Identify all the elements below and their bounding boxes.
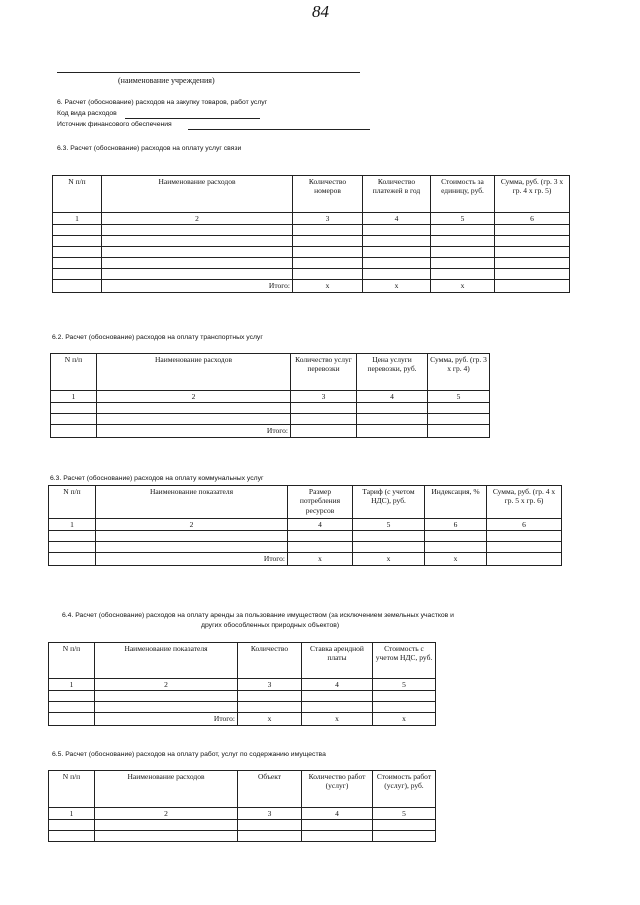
- s2-colnum: 1: [51, 391, 97, 403]
- s3-header-cell: Наименование показателя: [96, 486, 288, 519]
- s5-colnum: 5: [373, 808, 436, 820]
- s1-colnum: 5: [431, 213, 495, 225]
- s5-header-cell: Стоимость работ (услуг), руб.: [373, 771, 436, 808]
- s5-header-cell: Наименование расходов: [95, 771, 238, 808]
- s3-colnum: 4: [288, 519, 353, 531]
- s5-header-cell: N п/п: [49, 771, 95, 808]
- s3-header-cell: Размер потребления ресурсов: [288, 486, 353, 519]
- section-title: 6. Расчет (обоснование) расходов на закупку товаров, работ услуг: [57, 99, 268, 106]
- s1-colnum: 4: [363, 213, 431, 225]
- s4-header-cell: N п/п: [49, 643, 95, 679]
- s3-colnum: 6: [425, 519, 487, 531]
- s2-colnum: 3: [291, 391, 357, 403]
- s4-total-mark: x: [302, 713, 373, 725]
- s2-total-label: Итого:: [97, 425, 291, 437]
- expense-type-label: Код вида расходов: [57, 110, 117, 117]
- s1-colnum: 3: [293, 213, 363, 225]
- s4-colnum: 4: [302, 679, 373, 691]
- s1-total-mark: x: [363, 280, 431, 292]
- s1-total-mark: x: [293, 280, 363, 292]
- s4-header-cell: Стоимость с учетом НДС, руб.: [373, 643, 436, 679]
- s5-header-cell: Количество работ (услуг): [302, 771, 373, 808]
- s4-blank-row: [49, 702, 436, 713]
- s2-colnum: 5: [428, 391, 490, 403]
- funding-source-label: Источник финансового обеспечения: [57, 121, 172, 128]
- s1-header-cell: Стоимость за единицу, руб.: [431, 176, 495, 213]
- s5-colnum: 4: [302, 808, 373, 820]
- s3-title: 6.3. Расчет (обоснование) расходов на оплату коммунальных услуг: [50, 475, 264, 482]
- s2-table: [50, 353, 490, 438]
- s1-colnum: 6: [495, 213, 570, 225]
- s1-blank-row: [53, 258, 570, 269]
- s3-table: [48, 485, 562, 566]
- s4-table: [48, 642, 436, 726]
- s2-header-cell: Сумма, руб. (гр. 3 x гр. 4): [428, 354, 490, 391]
- s3-colnum: 5: [353, 519, 425, 531]
- s1-blank-row: [53, 236, 570, 247]
- s5-colnum: 1: [49, 808, 95, 820]
- s5-colnum: 2: [95, 808, 238, 820]
- s4-colnum: 3: [238, 679, 302, 691]
- s1-colnum: 2: [102, 213, 293, 225]
- s1-header-cell: N п/п: [53, 176, 102, 213]
- s4-blank-row: [49, 691, 436, 702]
- s4-colnum: 1: [49, 679, 95, 691]
- page-number: 84: [312, 2, 329, 21]
- s1-table: [52, 175, 570, 293]
- s2-title: 6.2. Расчет (обоснование) расходов на оплату транспортных услуг: [52, 334, 263, 341]
- s1-colnum: 1: [53, 213, 102, 225]
- s4-total-label: Итого:: [95, 713, 238, 725]
- s2-colnum: 4: [357, 391, 428, 403]
- s5-title: 6.5. Расчет (обоснование) расходов на оплату работ, услуг по содержанию имущества: [52, 751, 326, 758]
- s4-header-cell: Наименование показателя: [95, 643, 238, 679]
- s2-header-cell: Цена услуги перевозки, руб.: [357, 354, 428, 391]
- expense-type-field: [125, 118, 260, 119]
- s4-total-mark: x: [238, 713, 302, 725]
- institution-name-line: [57, 72, 360, 73]
- s2-blank-row: [51, 414, 490, 425]
- s3-colnum: 6: [487, 519, 562, 531]
- s5-header-cell: Объект: [238, 771, 302, 808]
- s2-header-cell: N п/п: [51, 354, 97, 391]
- s3-colnum: 2: [96, 519, 288, 531]
- s3-total-mark: x: [425, 553, 487, 565]
- s5-table: [48, 770, 436, 842]
- s3-total-mark: x: [288, 553, 353, 565]
- s3-total-mark: x: [353, 553, 425, 565]
- s1-header-cell: Сумма, руб. (гр. 3 x гр. 4 x гр. 5): [495, 176, 570, 213]
- s5-blank-row: [49, 831, 436, 842]
- s3-blank-row: [49, 531, 562, 542]
- s2-header-cell: Количество услуг перевозки: [291, 354, 357, 391]
- s4-colnum: 2: [95, 679, 238, 691]
- s3-header-cell: Сумма, руб. (гр. 4 x гр. 5 x гр. 6): [487, 486, 562, 519]
- s5-blank-row: [49, 820, 436, 831]
- s1-header-cell: Количество платежей в год: [363, 176, 431, 213]
- s1-header-cell: Количество номеров: [293, 176, 363, 213]
- s4-colnum: 5: [373, 679, 436, 691]
- s4-total-mark: x: [373, 713, 436, 725]
- s5-colnum: 3: [238, 808, 302, 820]
- institution-caption: (наименование учреждения): [118, 76, 215, 85]
- s1-title: 6.3. Расчет (обоснование) расходов на оплату услуг связи: [57, 145, 242, 152]
- s1-header-cell: Наименование расходов: [102, 176, 293, 213]
- s1-total-label: Итого:: [102, 280, 293, 292]
- s3-header-cell: N п/п: [49, 486, 96, 519]
- s2-blank-row: [51, 403, 490, 414]
- s1-total-mark: x: [431, 280, 495, 292]
- s4-header-cell: Ставка арендной платы: [302, 643, 373, 679]
- s4-title-line2: других обособленных природных объектов): [201, 622, 340, 629]
- s3-blank-row: [49, 542, 562, 553]
- s4-title-line1: 6.4. Расчет (обоснование) расходов на оплату аренды за пользование имуществом (за исключением земельных участков и: [62, 612, 454, 619]
- funding-source-field: [188, 129, 370, 130]
- s2-header-cell: Наименование расходов: [97, 354, 291, 391]
- s3-colnum: 1: [49, 519, 96, 531]
- s3-total-label: Итого:: [96, 553, 288, 565]
- s3-header-cell: Индексация, %: [425, 486, 487, 519]
- s1-blank-row: [53, 225, 570, 236]
- s2-colnum: 2: [97, 391, 291, 403]
- s4-header-cell: Количество: [238, 643, 302, 679]
- s1-blank-row: [53, 269, 570, 280]
- s3-header-cell: Тариф (с учетом НДС), руб.: [353, 486, 425, 519]
- s1-blank-row: [53, 247, 570, 258]
